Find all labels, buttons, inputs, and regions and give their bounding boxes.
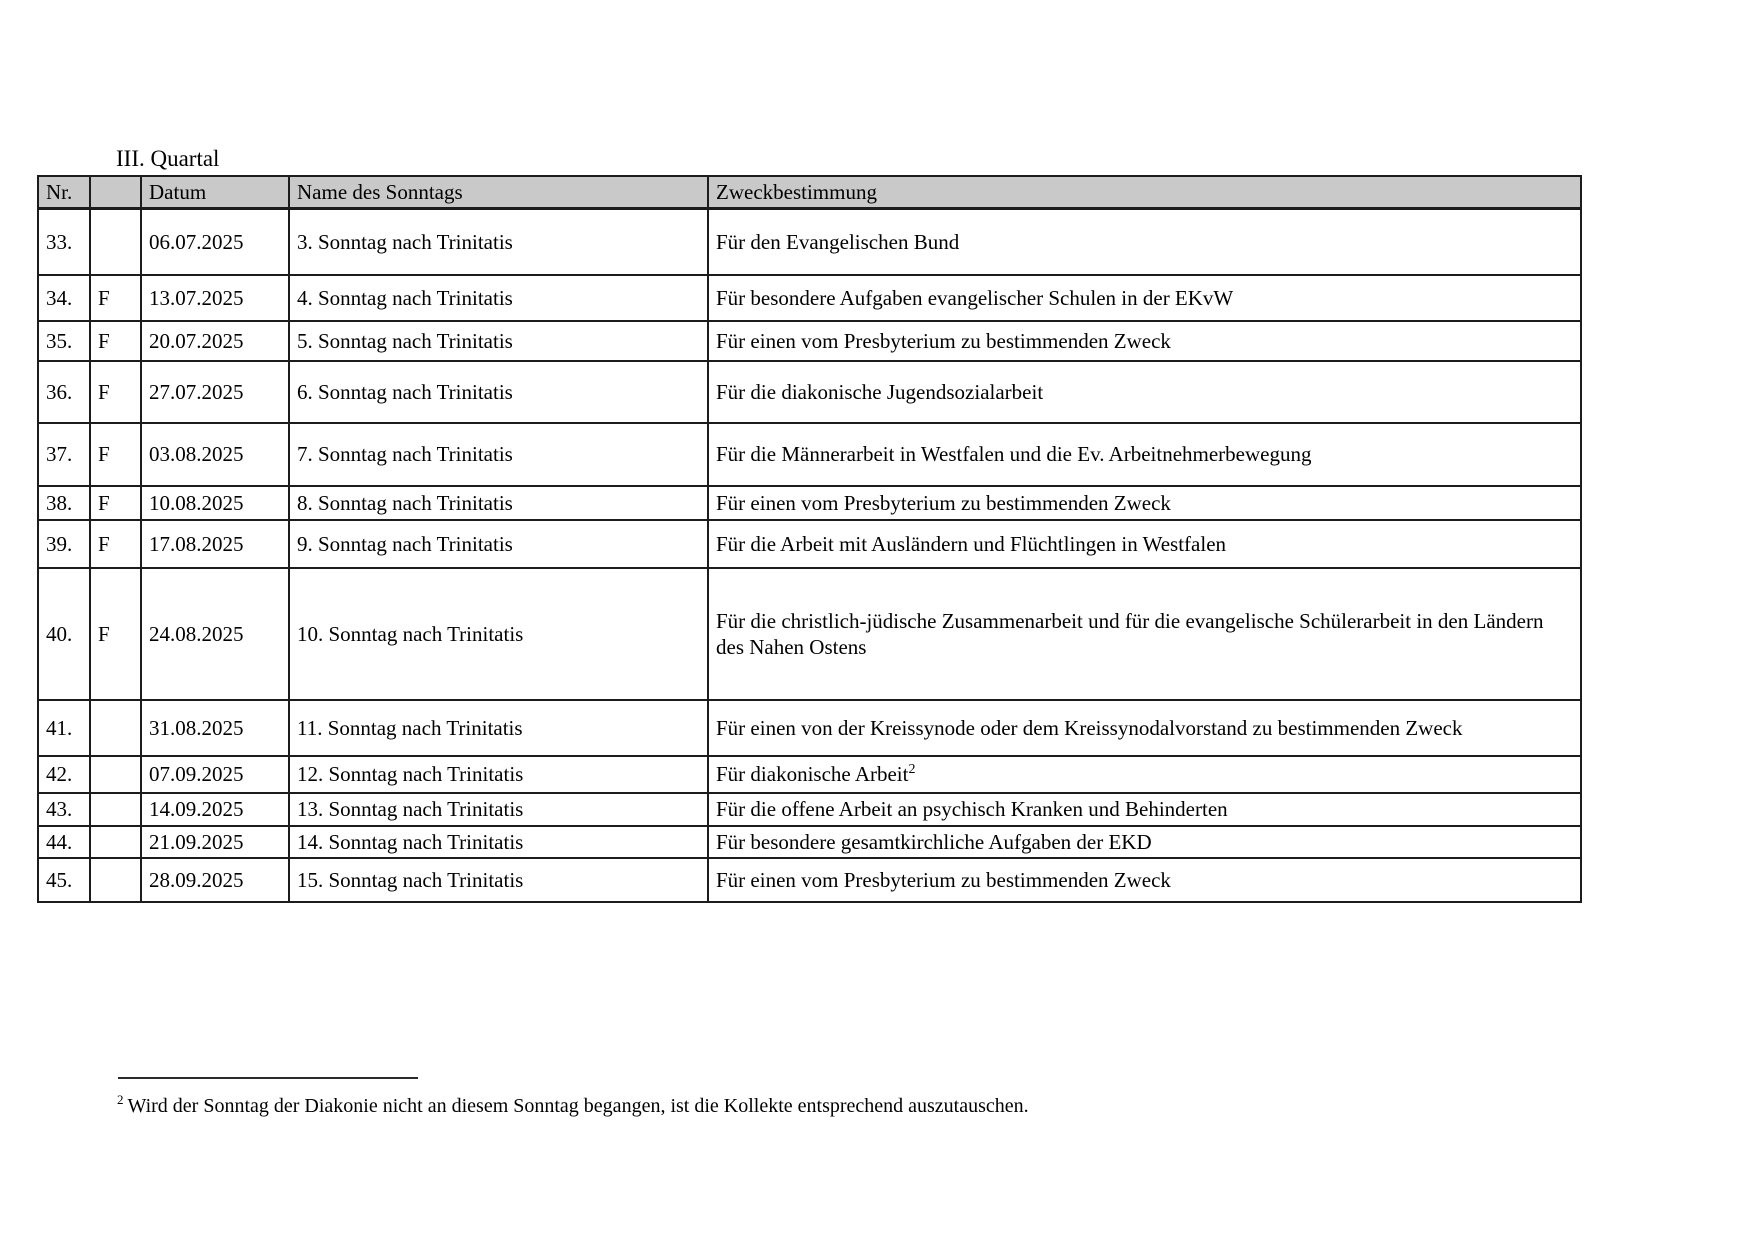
cell-zweck	[708, 826, 1581, 858]
cell-zweck	[708, 858, 1581, 902]
cell-nr: 45.	[38, 858, 90, 902]
cell-nr: 36.	[38, 361, 90, 423]
cell-nr: 37.	[38, 423, 90, 486]
cell-flag: F	[90, 568, 141, 700]
zweck-text: Für einen vom Presbyterium zu bestimmenden Zweck	[716, 328, 1171, 353]
cell-flag	[90, 826, 141, 858]
table-row	[38, 520, 1581, 568]
cell-datum: 27.07.2025	[141, 361, 289, 423]
zweck-text: Für die Männerarbeit in Westfalen und die Ev. Arbeitnehmerbewegung	[716, 442, 1312, 466]
cell-flag	[90, 756, 141, 793]
cell-zweck	[708, 423, 1581, 486]
zweck-text: Für einen vom Presbyterium zu bestimmenden Zweck	[716, 867, 1171, 892]
column-header-flag	[90, 176, 141, 209]
table-row	[38, 209, 1581, 275]
cell-zweck	[708, 520, 1581, 568]
cell-name: 7. Sonntag nach Trinitatis	[289, 423, 708, 486]
zweck-text: Für einen von der Kreissynode oder dem Kreissynodalvorstand zu bestimmenden Zweck	[716, 715, 1463, 740]
table-row	[38, 321, 1581, 361]
footnote-separator	[118, 1077, 418, 1079]
zweck-text: Für besondere gesamtkirchliche Aufgaben der EKD	[716, 829, 1152, 854]
cell-datum: 24.08.2025	[141, 568, 289, 700]
table-row	[38, 486, 1581, 520]
cell-flag: F	[90, 486, 141, 520]
zweck-text: Für einen vom Presbyterium zu bestimmenden Zweck	[716, 490, 1171, 515]
cell-name: 9. Sonntag nach Trinitatis	[289, 520, 708, 568]
zweck-text: Für diakonische Arbeit	[716, 762, 909, 786]
cell-datum: 13.07.2025	[141, 275, 289, 321]
cell-name: 8. Sonntag nach Trinitatis	[289, 486, 708, 520]
cell-flag: F	[90, 275, 141, 321]
collection-plan-table	[37, 175, 1582, 903]
cell-flag	[90, 700, 141, 756]
cell-zweck	[708, 361, 1581, 423]
cell-nr: 40.	[38, 568, 90, 700]
cell-name: 3. Sonntag nach Trinitatis	[289, 209, 708, 275]
column-header-zweck: Zweckbestimmung	[708, 176, 1581, 209]
cell-nr: 41.	[38, 700, 90, 756]
cell-name: 14. Sonntag nach Trinitatis	[289, 826, 708, 858]
cell-flag	[90, 793, 141, 826]
cell-zweck	[708, 321, 1581, 361]
zweck-text: Für den Evangelischen Bund	[716, 229, 960, 254]
zweck-text: Für die Arbeit mit Ausländern und Flüchtlingen in Westfalen	[716, 531, 1227, 556]
cell-nr: 42.	[38, 756, 90, 793]
cell-nr: 39.	[38, 520, 90, 568]
cell-zweck	[708, 275, 1581, 321]
table-row	[38, 568, 1581, 700]
header-row	[38, 176, 1581, 209]
cell-name: 13. Sonntag nach Trinitatis	[289, 793, 708, 826]
cell-datum: 17.08.2025	[141, 520, 289, 568]
zweck-text: Für die christlich-jüdische Zusammenarbeit und für die evangelische Schülerarbeit in den Ländern des Nahen Ostens	[716, 608, 1544, 659]
cell-name: 6. Sonntag nach Trinitatis	[289, 361, 708, 423]
column-header-name: Name des Sonntags	[289, 176, 708, 209]
table-row	[38, 756, 1581, 793]
table-row	[38, 275, 1581, 321]
cell-zweck	[708, 486, 1581, 520]
cell-flag	[90, 209, 141, 275]
cell-datum: 06.07.2025	[141, 209, 289, 275]
table-row	[38, 826, 1581, 858]
cell-datum: 20.07.2025	[141, 321, 289, 361]
cell-nr: 33.	[38, 209, 90, 275]
table-row	[38, 858, 1581, 902]
cell-nr: 44.	[38, 826, 90, 858]
column-header-datum: Datum	[141, 176, 289, 209]
table-row	[38, 700, 1581, 756]
cell-datum: 28.09.2025	[141, 858, 289, 902]
cell-datum: 31.08.2025	[141, 700, 289, 756]
cell-nr: 38.	[38, 486, 90, 520]
table-row	[38, 361, 1581, 423]
cell-zweck	[708, 209, 1581, 275]
table-row	[38, 793, 1581, 826]
zweck-text: Für die offene Arbeit an psychisch Kranken und Behinderten	[716, 797, 1228, 821]
cell-name: 15. Sonntag nach Trinitatis	[289, 858, 708, 902]
cell-name: 4. Sonntag nach Trinitatis	[289, 275, 708, 321]
column-header-nr: Nr.	[38, 176, 90, 209]
cell-flag: F	[90, 321, 141, 361]
table-row	[38, 423, 1581, 486]
footnote-text: Wird der Sonntag der Diakonie nicht an diesem Sonntag begangen, ist die Kollekte entsprechend auszutauschen.	[127, 1095, 1029, 1117]
cell-datum: 03.08.2025	[141, 423, 289, 486]
cell-nr: 43.	[38, 793, 90, 826]
footnote-marker: 2	[117, 1092, 124, 1108]
cell-zweck	[708, 568, 1581, 700]
cell-zweck	[708, 700, 1581, 756]
cell-nr: 34.	[38, 275, 90, 321]
cell-nr: 35.	[38, 321, 90, 361]
quarter-title: III. Quartal	[116, 146, 220, 171]
cell-flag: F	[90, 361, 141, 423]
zweck-text: Für besondere Aufgaben evangelischer Schulen in der EKvW	[716, 285, 1234, 310]
cell-name: 10. Sonntag nach Trinitatis	[289, 568, 708, 700]
cell-datum: 10.08.2025	[141, 486, 289, 520]
zweck-text: Für die diakonische Jugendsozialarbeit	[716, 379, 1044, 404]
cell-datum: 07.09.2025	[141, 756, 289, 793]
cell-name: 11. Sonntag nach Trinitatis	[289, 700, 708, 756]
cell-flag: F	[90, 520, 141, 568]
cell-zweck	[708, 756, 1581, 793]
cell-zweck	[708, 793, 1581, 826]
cell-flag: F	[90, 423, 141, 486]
cell-name: 12. Sonntag nach Trinitatis	[289, 756, 708, 793]
cell-datum: 21.09.2025	[141, 826, 289, 858]
cell-flag	[90, 858, 141, 902]
cell-datum: 14.09.2025	[141, 793, 289, 826]
zweck-footnote-ref: 2	[908, 762, 916, 777]
footnote	[117, 1094, 1029, 1119]
cell-name: 5. Sonntag nach Trinitatis	[289, 321, 708, 361]
